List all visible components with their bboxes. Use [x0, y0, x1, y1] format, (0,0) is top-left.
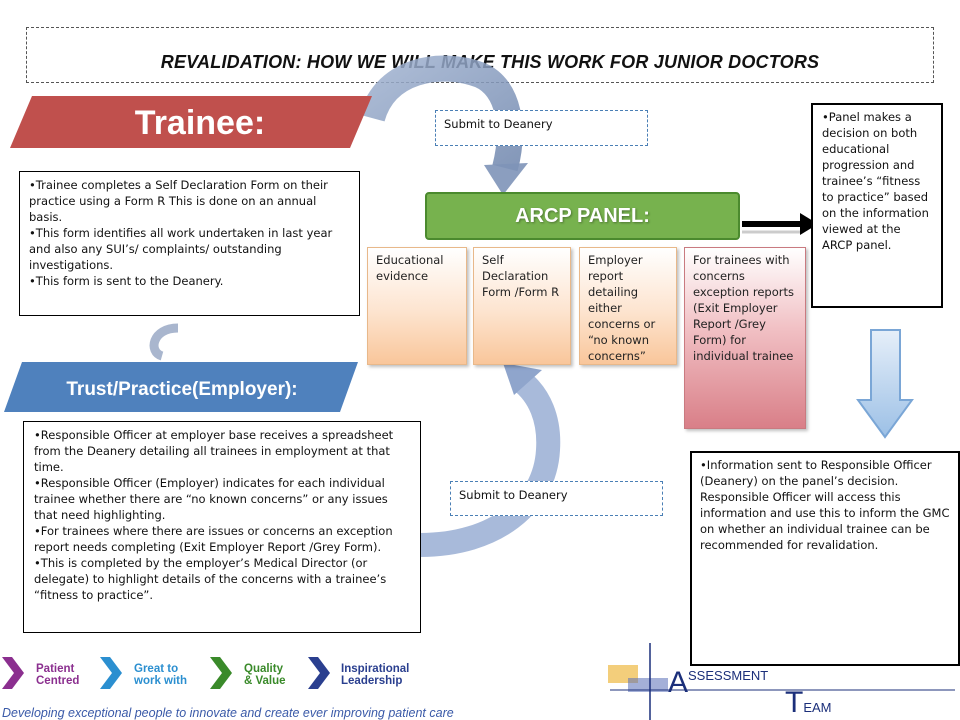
card-employer-report: Employer report detailing either concerns or “no known concerns”: [579, 247, 677, 365]
arcp-panel-header: ARCP PANEL:: [425, 192, 740, 240]
value-quality-value: Quality & Value: [244, 663, 286, 687]
submit-to-deanery-top: Submit to Deanery: [435, 110, 648, 146]
down-arrow: [858, 330, 912, 437]
trainee-banner: [10, 96, 375, 148]
curved-arrow-bottom: [420, 380, 548, 545]
employer-info-box: [23, 421, 421, 633]
value-great-to-work-with: Great to work with: [134, 663, 188, 687]
trainee-bullet: • This form is sent to the Deanery.: [29, 273, 350, 289]
small-c-arrow: [154, 328, 178, 356]
employer-bullet: • Responsible Officer (Employer) indicates for each individual trainee whether there are “no known concerns” or any issues that need highlighting.: [34, 475, 410, 523]
trainee-bullet: • This form identifies all work undertaken in last year and also any SUI’s/ complaints/ outstanding investigations.: [29, 225, 350, 273]
info-sent-text: • Information sent to Responsible Officer (Deanery) on the panel’s decision. Responsible Officer will access this information and use this to inform the GMC on whether an individual trainee can be recommended for revalidation.: [700, 457, 950, 553]
info-sent-box: [690, 451, 960, 666]
employer-bullet: • This is completed by the employer’s Medical Director (or delegate) to highlight details of the concerns with a trainee’s “fitness to practice”.: [34, 555, 410, 603]
trainee-info-box: [19, 171, 360, 316]
footer-tagline: Developing exceptional people to innovate and create ever improving patient care: [2, 706, 454, 720]
panel-decision-text: • Panel makes a decision on both educational progression and trainee’s “fitness to practice” based on the information viewed at the ARCP panel.: [822, 109, 932, 253]
card-self-declaration: Self Declaration Form /Form R: [473, 247, 571, 365]
employer-bullet: • For trainees where there are issues or concerns an exception report needs completing (Exit Employer Report /Grey Form).: [34, 523, 410, 555]
employer-bullet: • Responsible Officer at employer base receives a spreadsheet from the Deanery detailing all trainees in employment at that time.: [34, 427, 410, 475]
employer-banner: [4, 362, 360, 412]
trainee-heading: Trainee:: [134, 104, 266, 142]
page-title: REVALIDATION: HOW WE WILL MAKE THIS WORK FOR JUNIOR DOCTORS: [160, 52, 820, 72]
value-inspirational-leadership: Inspirational Leadership: [341, 663, 410, 687]
curved-arrow-top-head: [484, 163, 528, 195]
submit-to-deanery-bottom: Submit to Deanery: [450, 481, 663, 516]
employer-heading: Trust/Practice(Employer):: [66, 379, 298, 400]
panel-decision-box: [811, 103, 943, 308]
trainee-bullet: • Trainee completes a Self Declaration Form on their practice using a Form R This is done on an annual basis.: [29, 177, 350, 225]
card-exception-reports: For trainees with concerns exception reports (Exit Employer Report /Grey Form) for individual trainee: [684, 247, 806, 429]
assessment-team-logo: $A^{SSESSMENT}$: [668, 666, 769, 699]
card-educational-evidence: Educational evidence: [367, 247, 467, 365]
value-patient-centred: Patient Centred: [36, 663, 80, 687]
assessment-team-logo-line2: TEAM: [785, 686, 832, 719]
